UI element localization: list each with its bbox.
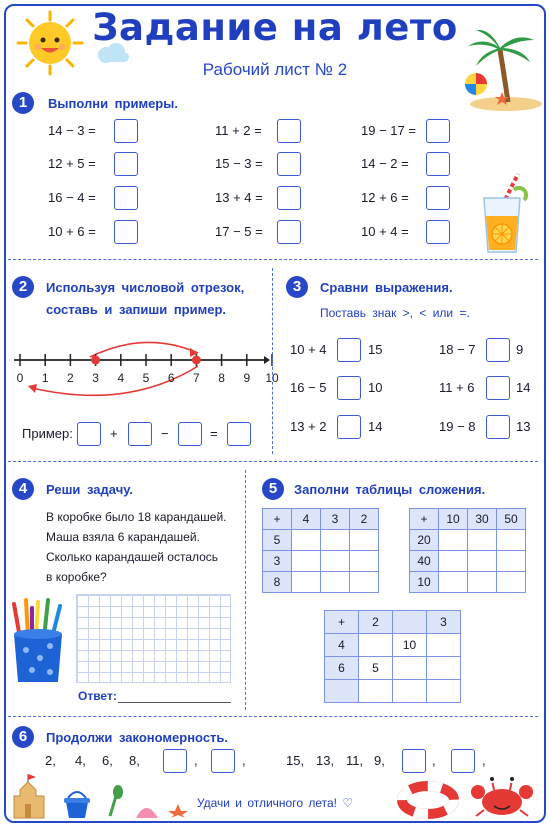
task5-heading: Заполни таблицы сложения. xyxy=(294,482,486,497)
task-number-1: 1 xyxy=(12,92,34,114)
task1-example: 11 + 2 = xyxy=(215,123,262,138)
table-col-header[interactable] xyxy=(393,611,427,634)
table-corner: + xyxy=(410,509,439,530)
table-cell[interactable] xyxy=(497,551,526,572)
task1-answer-box[interactable] xyxy=(277,152,301,176)
table-cell[interactable] xyxy=(359,634,393,657)
table-col-header: 3 xyxy=(321,509,350,530)
seq2-item-4: 9, xyxy=(374,753,385,768)
answer-label: Ответ: xyxy=(78,689,117,703)
problem-line-3: Сколько карандашей осталось xyxy=(46,550,219,564)
seq1-comma-2: , xyxy=(242,753,246,768)
table-cell[interactable] xyxy=(497,572,526,593)
number-line-label: 0 xyxy=(16,371,24,385)
seq1-comma-1: , xyxy=(194,753,198,768)
compare-left: 16 − 5 xyxy=(290,380,327,395)
compare-sign-box[interactable] xyxy=(486,338,510,362)
table-row-header: 20 xyxy=(410,530,439,551)
table-cell[interactable] xyxy=(497,530,526,551)
table-row-header: 40 xyxy=(410,551,439,572)
seq2-item-3: 11, xyxy=(346,753,364,768)
number-line-label: 9 xyxy=(243,371,251,385)
addition-table-2 xyxy=(409,508,526,593)
plus-sign: + xyxy=(110,426,118,441)
table-cell[interactable] xyxy=(292,572,321,593)
task-number-4: 4 xyxy=(12,478,34,500)
seq2-box-1[interactable] xyxy=(402,749,426,773)
task2-heading-line2: составь и запиши пример. xyxy=(46,302,227,317)
seq2-item-2: 13, xyxy=(316,753,335,768)
compare-left: 18 − 7 xyxy=(439,342,476,357)
seq1-box-2[interactable] xyxy=(211,749,235,773)
task1-answer-box[interactable] xyxy=(426,152,450,176)
table-cell: 10 xyxy=(393,634,427,657)
task-number-2: 2 xyxy=(12,276,34,298)
seq2-item-1: 15, xyxy=(286,753,305,768)
divider-vertical-2 xyxy=(245,470,246,710)
compare-left: 11 + 6 xyxy=(439,380,475,395)
equals-sign: = xyxy=(210,426,218,441)
heart-icon: ♡ xyxy=(342,796,354,810)
table-col-header: 2 xyxy=(359,611,393,634)
solution-grid[interactable] xyxy=(76,594,231,683)
table-corner: + xyxy=(263,509,292,530)
footer-text: Удачи и отличного лета! xyxy=(196,796,337,810)
number-line-label: 6 xyxy=(167,371,175,385)
table-cell[interactable] xyxy=(321,551,350,572)
problem-line-1: В коробке было 18 карандашей. xyxy=(46,510,227,524)
example-box-1[interactable] xyxy=(77,422,101,446)
footer-wish xyxy=(0,796,550,810)
table-cell[interactable] xyxy=(292,530,321,551)
number-line-label: 5 xyxy=(142,371,150,385)
compare-sign-box[interactable] xyxy=(486,376,510,400)
table-cell[interactable] xyxy=(427,657,461,680)
table-corner: + xyxy=(325,611,359,634)
compare-sign-box[interactable] xyxy=(337,338,361,362)
task-number-3: 3 xyxy=(286,276,308,298)
compare-left: 13 + 2 xyxy=(290,419,327,434)
problem-line-4: в коробке? xyxy=(46,570,107,584)
table-cell[interactable] xyxy=(359,680,393,703)
table-col-header: 10 xyxy=(439,509,468,530)
seq2-comma-2: , xyxy=(482,753,486,768)
seq2-comma-1: , xyxy=(432,753,436,768)
table-cell[interactable] xyxy=(439,572,468,593)
table-col-header: 3 xyxy=(427,611,461,634)
task1-answer-box[interactable] xyxy=(114,186,138,210)
number-line-label: 2 xyxy=(67,371,74,385)
table-cell[interactable] xyxy=(350,530,379,551)
addition-table-1 xyxy=(262,508,379,593)
task6-heading: Продолжи закономерность. xyxy=(46,730,229,745)
table-cell[interactable] xyxy=(439,551,468,572)
table-col-header: 4 xyxy=(292,509,321,530)
table-row-header[interactable] xyxy=(325,680,359,703)
table-cell[interactable] xyxy=(439,530,468,551)
task1-answer-box[interactable] xyxy=(426,186,450,210)
task1-example: 15 − 3 = xyxy=(215,156,263,171)
task2-heading-line1: Используя числовой отрезок, xyxy=(46,280,245,295)
number-line-label: 7 xyxy=(193,371,200,385)
seq2-box-2[interactable] xyxy=(451,749,475,773)
task1-answer-box[interactable] xyxy=(114,152,138,176)
number-line-marker xyxy=(192,356,201,365)
compare-right: 14 xyxy=(368,419,383,434)
table-col-header: 50 xyxy=(497,509,526,530)
compare-sign-box[interactable] xyxy=(337,415,361,439)
seq1-item-4: 8, xyxy=(129,753,140,768)
task1-answer-box[interactable] xyxy=(114,119,138,143)
table-cell: 5 xyxy=(359,657,393,680)
compare-left: 19 − 8 xyxy=(439,419,476,434)
table-cell[interactable] xyxy=(393,657,427,680)
number-line-label: 4 xyxy=(117,371,125,385)
task1-example: 19 − 17 = xyxy=(361,123,416,138)
page-subtitle: Рабочий лист № 2 xyxy=(202,60,348,79)
table-cell[interactable] xyxy=(350,551,379,572)
table-cell[interactable] xyxy=(350,572,379,593)
table-cell[interactable] xyxy=(321,530,350,551)
table-row-header: 3 xyxy=(263,551,292,572)
task1-example: 10 + 4 = xyxy=(361,224,409,239)
juice-glass-icon xyxy=(478,172,526,256)
table-cell[interactable] xyxy=(321,572,350,593)
compare-right: 14 xyxy=(516,380,531,395)
seq1-item-1: 2, xyxy=(45,753,56,768)
number-line-label: 1 xyxy=(41,371,49,385)
answer-line[interactable] xyxy=(118,702,231,703)
task3-instruction: Поставь знак >, < или =. xyxy=(320,306,470,320)
task1-example: 16 − 4 = xyxy=(48,190,96,205)
task1-example: 12 + 5 = xyxy=(48,156,96,171)
table-row-header: 6 xyxy=(325,657,359,680)
task-number-6: 6 xyxy=(12,726,34,748)
task1-example: 12 + 6 = xyxy=(361,190,409,205)
example-box-3[interactable] xyxy=(178,422,202,446)
number-line-label: 8 xyxy=(218,371,225,385)
table-row-header: 10 xyxy=(410,572,439,593)
divider-1 xyxy=(8,259,538,260)
task1-example: 14 − 2 = xyxy=(361,156,409,171)
number-line xyxy=(8,326,279,416)
table-row-header: 4 xyxy=(325,634,359,657)
problem-line-2: Маша взяла 6 карандашей. xyxy=(46,530,200,544)
table-cell[interactable] xyxy=(468,530,497,551)
compare-right: 13 xyxy=(516,419,531,434)
minus-sign: − xyxy=(161,426,169,441)
task1-answer-box[interactable] xyxy=(277,119,301,143)
task1-heading: Выполни примеры. xyxy=(48,96,178,111)
task1-example: 14 − 3 = xyxy=(48,123,96,138)
task3-heading: Сравни выражения. xyxy=(320,280,453,295)
compare-right: 9 xyxy=(516,342,524,357)
table-col-header: 30 xyxy=(468,509,497,530)
example-box-4[interactable] xyxy=(227,422,251,446)
divider-2 xyxy=(8,461,538,462)
compare-sign-box[interactable] xyxy=(337,376,361,400)
task-number-5: 5 xyxy=(262,478,284,500)
task1-example: 10 + 6 = xyxy=(48,224,96,239)
task1-example: 13 + 4 = xyxy=(215,190,263,205)
table-row-header: 8 xyxy=(263,572,292,593)
task1-answer-box[interactable] xyxy=(426,220,450,244)
task4-heading: Реши задачу. xyxy=(46,482,133,497)
number-line-marker xyxy=(91,356,100,365)
seq1-item-3: 6, xyxy=(102,753,113,768)
pencil-cup-icon xyxy=(10,598,68,686)
table-cell[interactable] xyxy=(427,680,461,703)
compare-right: 10 xyxy=(368,380,383,395)
addition-table-3 xyxy=(324,610,461,703)
divider-vertical-1 xyxy=(272,268,273,454)
compare-left: 10 + 4 xyxy=(290,342,327,357)
example-label: Пример: xyxy=(22,426,73,441)
example-box-2[interactable] xyxy=(128,422,152,446)
task1-answer-box[interactable] xyxy=(277,220,301,244)
task1-example: 17 − 5 = xyxy=(215,224,263,239)
number-line-label: 10 xyxy=(265,371,279,385)
table-col-header: 2 xyxy=(350,509,379,530)
task1-answer-box[interactable] xyxy=(277,186,301,210)
table-cell[interactable] xyxy=(468,551,497,572)
compare-right: 15 xyxy=(368,342,383,357)
seq1-item-2: 4, xyxy=(75,753,86,768)
compare-sign-box[interactable] xyxy=(486,415,510,439)
table-cell[interactable] xyxy=(468,572,497,593)
table-cell[interactable] xyxy=(292,551,321,572)
task1-answer-box[interactable] xyxy=(114,220,138,244)
table-row-header: 5 xyxy=(263,530,292,551)
task1-answer-box[interactable] xyxy=(426,119,450,143)
page-title: Задание на лето xyxy=(92,6,458,49)
seq1-box-1[interactable] xyxy=(163,749,187,773)
number-line-label: 3 xyxy=(92,371,99,385)
table-cell[interactable] xyxy=(393,680,427,703)
table-cell[interactable] xyxy=(427,634,461,657)
divider-3 xyxy=(8,716,538,717)
